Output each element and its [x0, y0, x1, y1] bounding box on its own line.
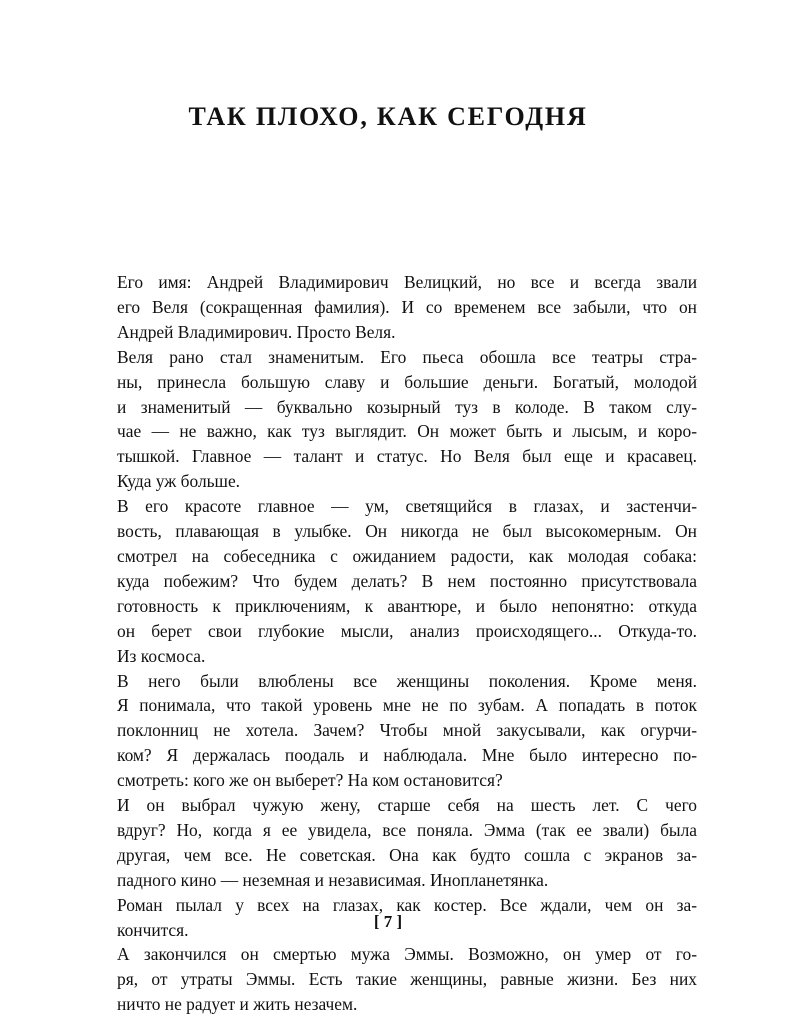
- paragraph: [117, 793, 697, 893]
- text-line: ны, принесла большую славу и большие деньги. Богатый, молодой: [117, 371, 697, 392]
- text-line: ря, от утраты Эммы. Есть такие женщины, равные жизни. Без них: [117, 969, 697, 990]
- text-line: готовность к приключениям, к авантюре, и было непонятно: откуда: [117, 595, 697, 616]
- text-line: его Веля (сокращенная фамилия). И со временем все забыли, что он: [117, 296, 697, 317]
- text-line: куда побежим? Что будем делать? В нем постоянно присутствовала: [117, 570, 697, 591]
- text-line: Из космоса.: [117, 645, 206, 666]
- paragraph: [117, 345, 697, 494]
- page-number: [ 7 ]: [373, 912, 403, 931]
- text-line: В его красоте главное — ум, светящийся в глазах, и застенчи-: [117, 496, 697, 517]
- text-line: ничто не радует и жить незачем.: [117, 994, 358, 1015]
- text-line: кончится.: [117, 919, 189, 940]
- body-text: [117, 270, 697, 1017]
- text-line: он берет свои глубокие мысли, анализ происходящего... Откуда-то.: [117, 620, 697, 641]
- text-line: другая, чем все. Не советская. Она как будто сошла с экранов за-: [117, 844, 697, 865]
- text-line: Я понимала, что такой уровень мне не по зубам. А попадать в поток: [117, 695, 697, 716]
- text-line: В него были влюблены все женщины поколения. Кроме меня.: [117, 670, 697, 691]
- text-line: Его имя: Андрей Владимирович Велицкий, но все и всегда звали: [117, 272, 697, 292]
- chapter-title: ТАК ПЛОХО, КАК СЕГОДНЯ: [188, 102, 588, 131]
- text-line: падного кино — неземная и независимая. Инопланетянка.: [117, 869, 549, 890]
- text-line: Андрей Владимирович. Просто Веля.: [117, 321, 396, 342]
- text-line: смотреть: кого же он выберет? На ком остановится?: [117, 770, 503, 791]
- text-line: и знаменитый — буквально козырный туз в колоде. В таком слу-: [117, 396, 697, 417]
- text-line: Роман пылал у всех на глазах, как костер. Все ждали, чем он за-: [117, 894, 697, 915]
- text-line: вость, плавающая в улыбке. Он никогда не был высокомерным. Он: [117, 521, 697, 542]
- paragraph: [117, 942, 697, 1017]
- text-line: Веля рано стал знаменитым. Его пьеса обошла все театры стра-: [117, 346, 697, 367]
- text-line: смотрел на собеседника с ожиданием радости, как молодая собака:: [117, 545, 697, 566]
- text-line: Куда уж больше.: [117, 471, 241, 492]
- text-line: поклонниц не хотела. Зачем? Чтобы мной закусывали, как огурчи-: [117, 720, 697, 741]
- paragraph: [117, 270, 697, 345]
- text-line: вдруг? Но, когда я ее увидела, все поняла. Эмма (так ее звали) была: [117, 819, 697, 840]
- text-line: А закончился он смертью мужа Эммы. Возможно, он умер от го-: [117, 944, 697, 965]
- text-line: чае — не важно, как туз выглядит. Он может быть и лысым, и коро-: [117, 421, 697, 442]
- text-line: тышкой. Главное — талант и статус. Но Веля был еще и красавец.: [117, 446, 697, 467]
- text-line: ком? Я держалась поодаль и наблюдала. Мне было интересно по-: [117, 745, 697, 766]
- paragraph: [117, 669, 697, 794]
- paragraph: [117, 494, 697, 668]
- text-line: И он выбрал чужую жену, старше себя на шесть лет. С чего: [117, 795, 697, 816]
